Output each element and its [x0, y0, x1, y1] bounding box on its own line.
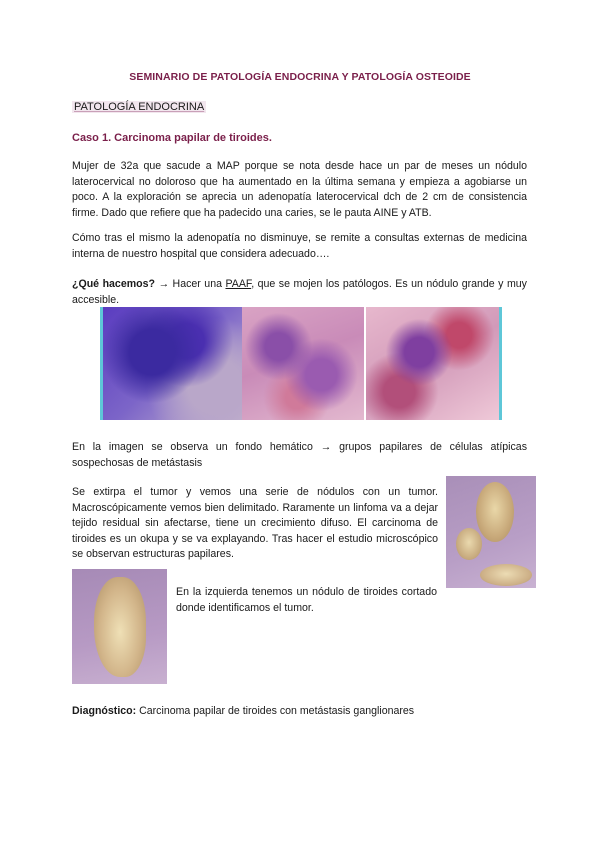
- thyroid-nodule-shape: [94, 577, 146, 677]
- macroscopy-paragraph: Se extirpa el tumor y vemos una serie de nódulos con un tumor. Macroscópicamente vemos bien delimitado. Raramente un linfoma va a dejar tejido residual sin afectarse, tiene un crecimiento difuso. El carcinoma de tiroides es un okupa y se va explayando. Tras hacer el estudio microscópico se observan estructuras papilares.: [72, 486, 438, 560]
- cytology-image-1: [100, 307, 243, 420]
- nodule-shape: [476, 482, 514, 542]
- case-paragraph-1: Mujer de 32a que sacude a MAP porque se nota desde hace un par de meses un nódulo laterocervical no doloroso que ha aumentado en la última semana y empieza a agobiarse un poco. A la exploración se aprecia un adenopatía laterocervical dch de 2 cm de consistencia firme. Dado que refiere que ha padecido una caries, se le pauta AINE y ATB.: [72, 160, 527, 219]
- diagnosis-text: Carcinoma papilar de tiroides con metástasis ganglionares: [136, 705, 415, 717]
- question-text-after: , que se mojen los patólogos. Es un nódulo grande y muy accesible.: [72, 278, 527, 306]
- thyroid-nodule-paragraph: En la izquierda tenemos un nódulo de tiroides cortado donde identificamos el tumor.: [176, 586, 437, 614]
- question-label: ¿Qué hacemos?: [72, 278, 155, 290]
- case-paragraph-2: Cómo tras el mismo la adenopatía no disminuye, se remite a consultas externas de medicina interna de nuestro hospital que considera adecuado….: [72, 232, 527, 260]
- cytology-image-2: [242, 307, 364, 420]
- diagnosis-label: Diagnóstico:: [72, 705, 137, 717]
- nodule-shape: [456, 528, 482, 560]
- thyroid-nodule-cut-image: [72, 569, 167, 684]
- paaf-link[interactable]: PAAF: [225, 278, 252, 290]
- case-paragraph-3: [72, 277, 527, 308]
- document-title: SEMINARIO DE PATOLOGÍA ENDOCRINA Y PATOLOGÍA OSTEOIDE: [129, 71, 471, 83]
- case-title: Caso 1. Carcinoma papilar de tiroides.: [72, 132, 272, 144]
- diagnosis-line: [72, 705, 414, 717]
- nodule-shape: [480, 564, 532, 586]
- image-description-paragraph: En la imagen se observa un fondo hemático → grupos papilares de células atípicas sospechosas de metástasis: [72, 441, 527, 469]
- question-text-before: → Hacer una: [154, 278, 226, 290]
- cytology-image-3: [366, 307, 502, 420]
- lymph-node-nodules-image: [446, 476, 536, 588]
- section-heading: PATOLOGÍA ENDOCRINA: [74, 101, 205, 113]
